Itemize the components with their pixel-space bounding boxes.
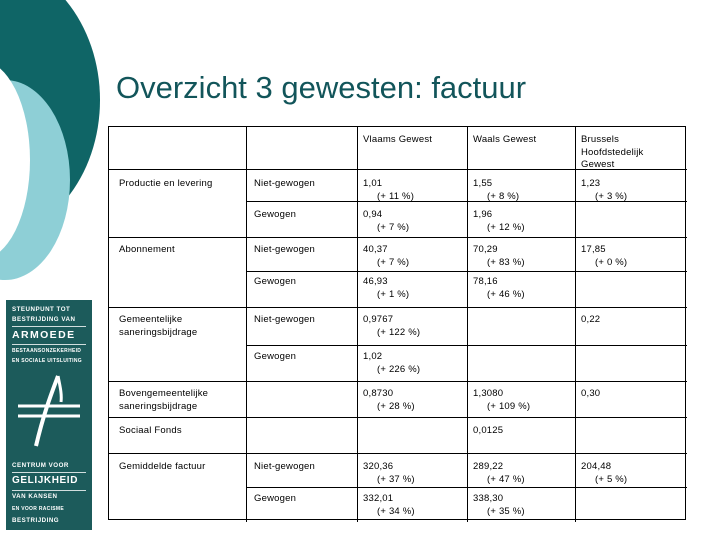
cell-value: 40,37 (+ 7 %)	[363, 244, 410, 268]
slide-title: Overzicht 3 gewesten: factuur	[116, 70, 527, 105]
row-label-productie: Productie en levering	[119, 178, 213, 189]
column-header-vlaams: Vlaams Gewest	[363, 134, 433, 145]
logo-text: GELIJKHEID	[12, 475, 79, 486]
sub-label-niet-gewogen: Niet-gewogen	[254, 461, 316, 472]
sub-label-gewogen: Gewogen	[254, 493, 297, 504]
cell-value: 78,16 (+ 46 %)	[473, 276, 525, 300]
logo-text: STEUNPUNT TOT	[12, 306, 71, 313]
sub-label-niet-gewogen: Niet-gewogen	[254, 314, 316, 325]
cell-value: 204,48 (+ 5 %)	[581, 461, 628, 485]
column-header-brussels: Brussels Hoofdstedelijk Gewest	[581, 134, 644, 170]
cell-value: 46,93 (+ 1 %)	[363, 276, 410, 300]
organization-logo	[6, 300, 92, 530]
cell-value: 1,3080 (+ 109 %)	[473, 388, 531, 412]
sub-label-niet-gewogen: Niet-gewogen	[254, 178, 316, 189]
cell-value: 320,36 (+ 37 %)	[363, 461, 415, 485]
cell-value: 289,22 (+ 47 %)	[473, 461, 525, 485]
logo-text: BESTRIJDING VAN	[12, 316, 76, 323]
cell-value: 1,01 (+ 11 %)	[363, 178, 415, 202]
cell-value: 0,94 (+ 7 %)	[363, 209, 410, 233]
cell-value: 0,22	[581, 314, 601, 325]
sub-label-gewogen: Gewogen	[254, 276, 297, 287]
cell-value: 70,29 (+ 83 %)	[473, 244, 525, 268]
sub-label-gewogen: Gewogen	[254, 351, 297, 362]
cell-value: 1,02 (+ 226 %)	[363, 351, 421, 375]
row-label-gemiddelde: Gemiddelde factuur	[119, 461, 206, 472]
row-label-sociaal-fonds: Sociaal Fonds	[119, 425, 182, 436]
row-label-gemeentelijke: Gemeentelijke saneringsbijdrage	[119, 314, 198, 338]
cell-value: 0,0125	[473, 425, 504, 436]
cell-value: 1,23 (+ 3 %)	[581, 178, 628, 202]
cell-value: 338,30 (+ 35 %)	[473, 493, 525, 517]
logo-text: EN SOCIALE UITSLUITING	[12, 358, 82, 364]
logo-text: EN VOOR RACISME	[12, 506, 65, 512]
sub-label-gewogen: Gewogen	[254, 209, 297, 220]
logo-text: BESTRIJDING	[12, 517, 60, 524]
logo-text: VAN KANSEN	[12, 493, 58, 500]
cell-value: 17,85 (+ 0 %)	[581, 244, 628, 268]
logo-text: ARMOEDE	[12, 329, 76, 341]
cell-value: 0,30	[581, 388, 601, 399]
cell-value: 1,96 (+ 12 %)	[473, 209, 525, 233]
row-label-bovengemeentelijke: Bovengemeentelijke saneringsbijdrage	[119, 388, 209, 412]
column-header-waals: Waals Gewest	[473, 134, 537, 145]
logo-text: CENTRUM VOOR	[12, 462, 69, 469]
cell-value: 0,9767 (+ 122 %)	[363, 314, 421, 338]
sub-label-niet-gewogen: Niet-gewogen	[254, 244, 316, 255]
cell-value: 1,55 (+ 8 %)	[473, 178, 520, 202]
invoice-overview-table	[108, 126, 686, 520]
cell-value: 332,01 (+ 34 %)	[363, 493, 415, 517]
cell-value: 0,8730 (+ 28 %)	[363, 388, 415, 412]
row-label-abonnement: Abonnement	[119, 244, 175, 255]
logo-text: BESTAANSONZEKERHEID	[12, 348, 82, 354]
equality-emblem-icon	[14, 372, 86, 450]
